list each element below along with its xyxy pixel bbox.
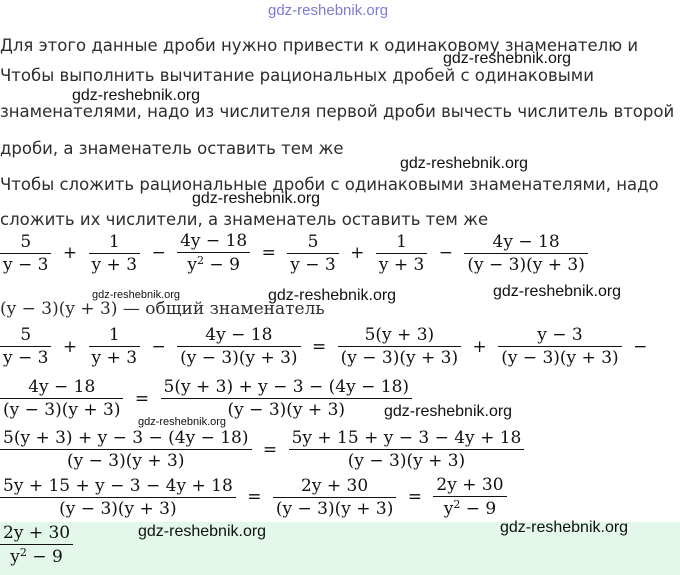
watermark: gdz-reshebnik.org bbox=[138, 416, 227, 428]
fraction: $\frac{5y + 15 + y - 3 - 4y + 18}{(y - 3)(y + 3)}$ bbox=[289, 428, 525, 471]
common-denominator-text: (y − 3)(y + 3) — общий знаменатель bbox=[0, 299, 325, 319]
text-line-6: сложить их числители, а знаменатель оставить тем же bbox=[0, 210, 489, 229]
text-line-4: дроби, а знаменатель оставить тем же bbox=[0, 139, 344, 158]
fraction: $\frac{4y - 18}{(y - 3)(y + 3)}$ bbox=[464, 232, 587, 275]
watermark: gdz-reshebnik.org bbox=[72, 87, 201, 104]
equation-row-3: $\frac{4y - 18}{(y - 3)(y + 3)}$ = $\frac{5(y + 3) + y - 3 - (4y - 18)}{(y - 3)(y + 3)}$ bbox=[0, 377, 412, 420]
text-line-5: Чтобы сложить рациональные дроби с одинаковыми знаменателями, надо bbox=[0, 175, 659, 194]
fraction: $\frac{5(y + 3) + y - 3 - (4y - 18)}{(y - 3)(y + 3)}$ bbox=[0, 428, 252, 471]
watermark: gdz-reshebnik.org bbox=[500, 519, 629, 536]
watermark: gdz-reshebnik.org bbox=[400, 155, 529, 172]
fraction: $\frac{5y + 15 + y - 3 - 4y + 18}{(y - 3)(y + 3)}$ bbox=[0, 476, 236, 519]
watermark: gdz-reshebnik.org bbox=[92, 289, 181, 301]
fraction: $\frac{2y + 30}{y^2 - 9}$ bbox=[0, 523, 73, 567]
watermark: gdz-reshebnik.org bbox=[138, 523, 267, 540]
fraction: $\frac{5}{y - 3}$ bbox=[0, 325, 51, 368]
fraction: $\frac{5}{y - 3}$ bbox=[287, 232, 338, 275]
equation-row-1: $\frac{5}{y - 3}$ + $\frac{1}{y + 3}$ − $\frac{4y - 18}{y^2 - 9}$ = $\frac{5}{y - 3}$ + $\frac{1}{y + 3}$ − $\frac{4y - 18}{(y - 3)(y + 3)}$ bbox=[0, 231, 588, 275]
fraction: $\frac{4y - 18}{y^2 - 9}$ bbox=[177, 231, 250, 275]
final-answer bbox=[0, 523, 73, 567]
fraction: $\frac{5}{y - 3}$ bbox=[0, 232, 51, 275]
text-line-2: Чтобы выполнить вычитание рациональных дробей с одинаковыми bbox=[0, 66, 594, 85]
fraction: $\frac{5(y + 3)}{(y - 3)(y + 3)}$ bbox=[338, 325, 461, 368]
fraction: $\frac{1}{y + 3}$ bbox=[376, 232, 427, 275]
fraction: $\frac{1}{y + 3}$ bbox=[89, 325, 140, 368]
watermark: gdz-reshebnik.org bbox=[192, 190, 321, 207]
fraction: $\frac{5(y + 3) + y - 3 - (4y - 18)}{(y - 3)(y + 3)}$ bbox=[161, 377, 413, 420]
watermark: gdz-reshebnik.org bbox=[443, 50, 572, 67]
fraction: $\frac{2y + 30}{y^2 - 9}$ bbox=[433, 475, 506, 519]
fraction: $\frac{1}{y + 3}$ bbox=[89, 232, 140, 275]
fraction: $\frac{4y - 18}{(y - 3)(y + 3)}$ bbox=[0, 377, 123, 420]
equation-row-5: $\frac{5y + 15 + y - 3 - 4y + 18}{(y - 3)(y + 3)}$ = $\frac{2y + 30}{(y - 3)(y + 3)}$ = $\frac{2y + 30}{y^2 - 9}$ bbox=[0, 475, 507, 519]
watermark: gdz-reshebnik.org bbox=[268, 287, 397, 304]
watermark: gdz-reshebnik.org bbox=[493, 283, 622, 300]
equation-row-2: $\frac{5}{y - 3}$ + $\frac{1}{y + 3}$ − $\frac{4y - 18}{(y - 3)(y + 3)}$ = $\frac{5(y + 3)}{(y - 3)(y + 3)}$ + $\frac{y - 3}{(y - 3)(y + 3)}$ − bbox=[0, 325, 653, 368]
text-line-3: знаменателями, надо из числителя первой дроби вычесть числитель второй bbox=[0, 102, 675, 121]
watermark-top: gdz-reshebnik.org bbox=[268, 2, 389, 19]
fraction: $\frac{y - 3}{(y - 3)(y + 3)}$ bbox=[498, 325, 621, 368]
equation-row-4: $\frac{5(y + 3) + y - 3 - (4y - 18)}{(y - 3)(y + 3)}$ = $\frac{5y + 15 + y - 3 - 4y + 18}{(y - 3)(y + 3)}$ bbox=[0, 428, 524, 471]
fraction: $\frac{4y - 18}{(y - 3)(y + 3)}$ bbox=[177, 325, 300, 368]
watermark: gdz-reshebnik.org bbox=[384, 403, 513, 420]
fraction: $\frac{2y + 30}{(y - 3)(y + 3)}$ bbox=[273, 476, 396, 519]
text-line-1: Для этого данные дроби нужно привести к одинаковому знаменателю и bbox=[0, 36, 639, 55]
